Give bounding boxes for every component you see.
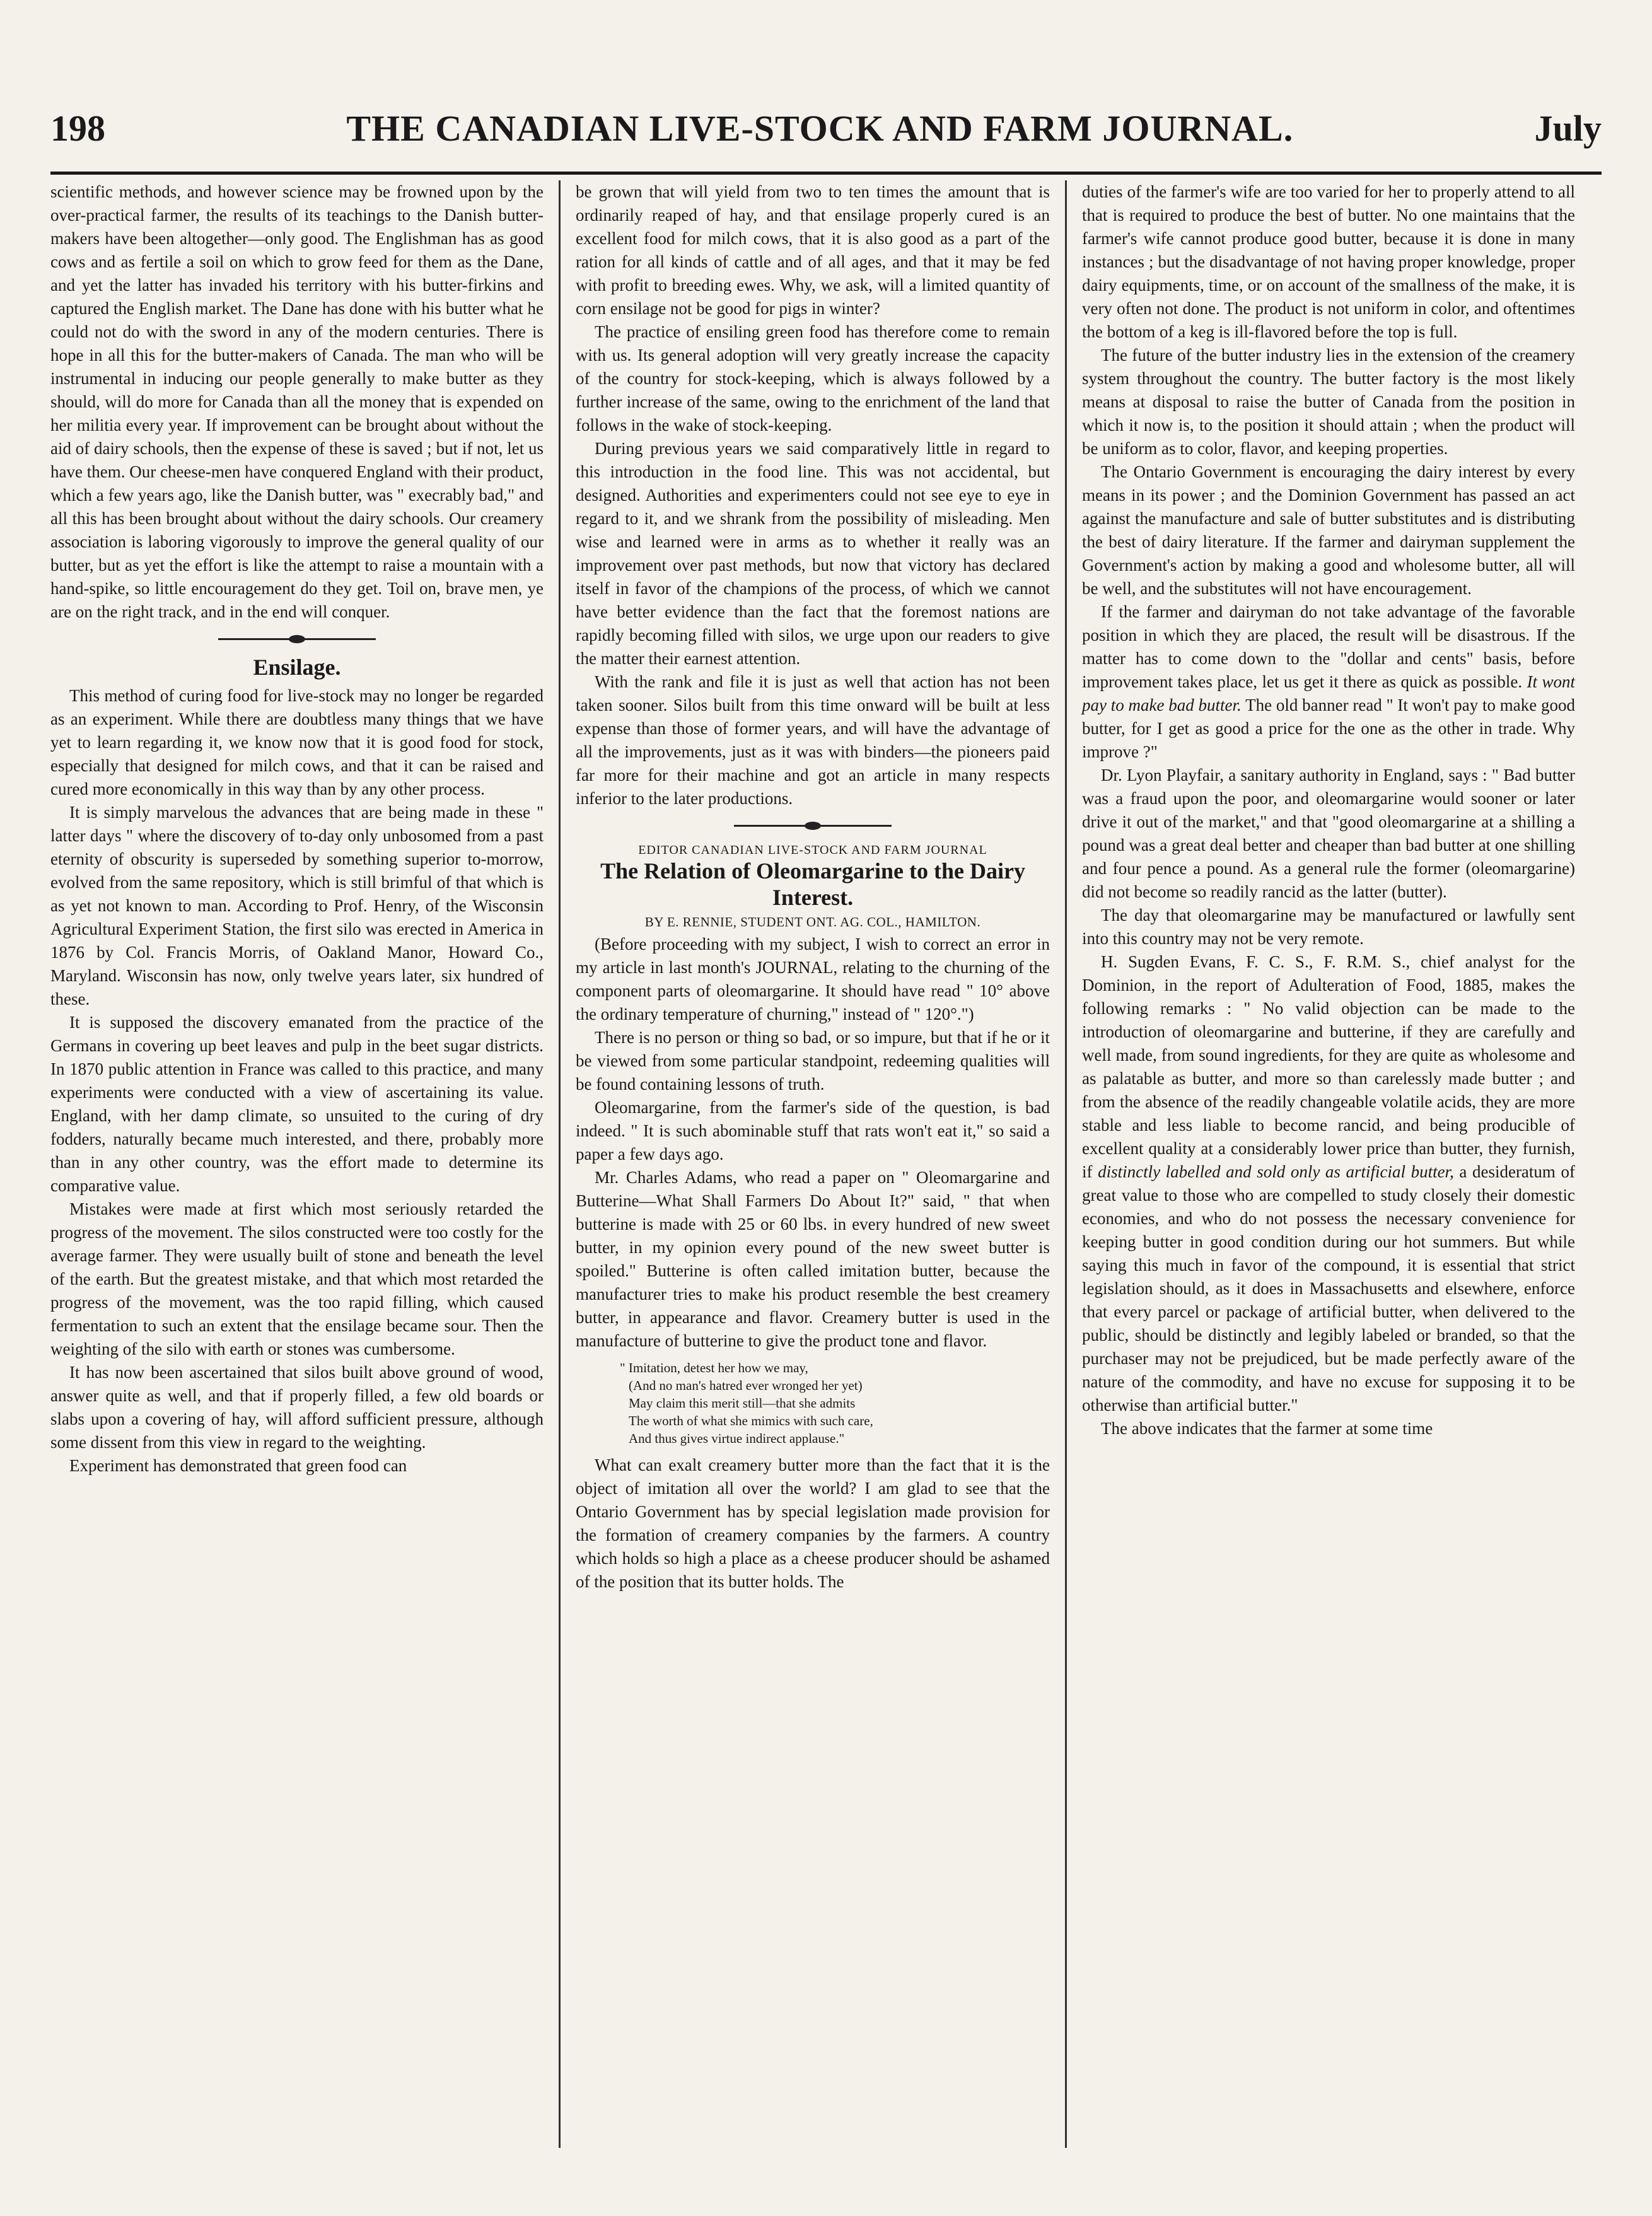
paragraph: During previous years we said comparatively little in regard to this introduction in the food line. This was not accidental, but designed. Authorities and experimenters could not see eye to eye in regard to it, and we shrank from the possibility of misleading. Men wise and learned were in arms as to whether it really was an improvement over past methods, but now that victory has declared itself in favor of the champions of the process, of which we cannot have better evidence than the fact that the foremost nations are rapidly becoming filled with silos, we urge upon our readers to give the matter their earnest attention. — [576, 439, 1050, 668]
running-head — [50, 107, 1602, 170]
verse-line: The worth of what she mimics with such care, — [629, 1413, 873, 1428]
text-run: If the farmer and dairyman do not take advantage of the favorable position in which they are placed, the result will be disastrous. If the matter has to come down to the "dollar and cents" basis, before improvement takes place, let us get it there as quick as possible. — [1082, 602, 1575, 691]
paragraph: The Ontario Government is encouraging the dairy interest by every means in its power ; and the Dominion Government has passed an act against the manufacture and sale of butter substitutes and is distributing the best of dairy literature. If the farmer and dairyman supplement the Government's action by making a good and wholesome butter, all will be well, and the substitutes will not have encouragement. — [1082, 462, 1575, 598]
text-run: H. Sugden Evans, F. C. S., F. R.M. S., chief analyst for the Dominion, in the report of Adulteration of Food, 1885, makes the following remarks : " No valid objection can be made to the introduction of oleomargarine and butterine, if they are carefully and well made, from sound ingredients, for they are quite as wholesome and as palatable as butter, and more so than carelessly made butter ; and from the absence of the readily changeable volatile acids, they are more stable and less liable to become rancid, and being producible of excellent quality at a considerably lower price than butter, they furnish, if — [1082, 952, 1575, 1181]
journal-title: THE CANADIAN LIVE-STOCK AND FARM JOURNAL. — [346, 108, 1294, 149]
paragraph: (Before proceeding with my subject, I wish to correct an error in my article in last month's JOURNAL, relating to the churning of the component parts of oleomargarine. It should have read " 10° above the ordinary temperature of churning," instead of " 120°.") — [576, 935, 1050, 1023]
italic-text: distinctly labelled and sold only as artificial butter, — [1098, 1162, 1454, 1181]
section-divider — [50, 624, 544, 654]
verse-line: And thus gives virtue indirect applause." — [629, 1431, 845, 1446]
paragraph: Experiment has demonstrated that green food can — [69, 1456, 407, 1475]
section-heading-ensilage: Ensilage. — [253, 655, 341, 680]
article-columns — [50, 180, 1602, 2148]
paragraph: The day that oleomargarine may be manufactured or lawfully sent into this country may not be very remote. — [1082, 906, 1575, 948]
paragraph: This method of curing food for live-stock may no longer be regarded as an experiment. While there are doubtless many things that we have yet to learn regarding it, we know now that it is good food for stock, especially that designed for milch cows, and that it can be raised and cured more economically in this way than by any other process. — [50, 686, 544, 798]
paragraph: With the rank and file it is just as well that action has not been taken sooner. Silos built from this time onward will be built at less expense than those of former years, and will have the advantage of all the improvements, just as it was with binders—the pioneers paid far more for their machine and got an article in many respects inferior to the later productions. — [576, 672, 1050, 808]
article-heading: The Relation of Oleomargarine to the Dairy Interest. — [600, 858, 1025, 910]
verse-quote — [620, 1359, 1050, 1447]
paragraph: It is supposed the discovery emanated from the practice of the Germans in covering up beet leaves and pulp in the beet sugar districts. In 1870 public attention in France was called to this practice, and many experiments were conducted with a view of ascertaining its value. England, with her damp climate, so unsuited to the curing of dry fodders, naturally became much interested, and there, probably more than in any other country, was the effort made to determine its comparative value. — [50, 1013, 544, 1195]
paragraph: The above indicates that the farmer at some time — [1101, 1419, 1433, 1438]
paragraph — [1082, 950, 1575, 1417]
paragraph: Mistakes were made at first which most seriously retarded the progress of the movement. The silos constructed were too costly for the average farmer. They were usually built of stone and beneath the level of the earth. But the greatest mistake, and that which most retarded the progress of the movement, was the too rapid filling, which caused fermentation to such an extent that the ensilage became sour. Then the weighting of the silo with earth or stones was cumbersome. — [50, 1199, 544, 1358]
verse-line: May claim this merit still—that she admits — [629, 1396, 856, 1411]
column-2 — [559, 180, 1067, 2148]
text-run: a desideratum of great value to those who are compelled to study closely their domestic economies, and who do not possess the necessary convenience for keeping butter in good condition during our hot summers. But while saying this much in favor of the compound, it is essential that strict legislation should, as it does in Massachusetts and elsewhere, enforce that every parcel or package of artificial butter, when delivered to the public, should be distinctly and legibly labeled or branded, so that the purchaser may not be prejudiced, but be made perfectly aware of the nature of the commodity, and have no excuse for supposing it to be otherwise than artificial butter." — [1082, 1162, 1575, 1414]
paragraph: The future of the butter industry lies in the extension of the creamery system throughout the country. The butter factory is the most likely means at disposal to raise the butter of Canada from the position in which it now is, to the position it should attain ; when the product will be uniform as to color, flavor, and keeping properties. — [1082, 346, 1575, 458]
paragraph: It has now been ascertained that silos built above ground of wood, answer quite as well, and that if properly filled, a few old boards or slabs upon a covering of hay, will afford sufficient pressure, although some dissent from this view in regard to the weighting. — [50, 1363, 544, 1452]
paragraph: Mr. Charles Adams, who read a paper on " Oleomargarine and Butterine—What Shall Farmers Do About It?" said, " that when butterine is made with 25 or 60 lbs. in every hundred of new sweet butter, in my opinion every pound of the new sweet butter is spoiled." Butterine is often called imitation butter, because the manufacturer tries to make his product resemble the best creamery butter, in appearance and flavor. Creamery butter is used in the manufacture of butterine to give the product tone and flavor. — [576, 1168, 1050, 1350]
verse-line: " Imitation, detest her how we may, — [620, 1360, 808, 1375]
paragraph: It is simply marvelous the advances that are being made in these " latter days " where the discovery of to-day only unbosomed from a past eternity of obscurity is superseded by something superior to-morrow, evolved from the same repository, which is still brimful of that which is as yet not known to man. According to Prof. Henry, of the Wisconsin Agricultural Experiment Station, the first silo was erected in America in 1876 by Col. Francis Morris, of Oakland Manor, Howard Co., Maryland. Wisconsin has now, only twelve years later, six hundred of these. — [50, 803, 544, 1008]
editor-line: EDITOR CANADIAN LIVE-STOCK AND FARM JOURNAL — [638, 843, 987, 857]
paragraph: The practice of ensiling green food has therefore come to remain with us. Its general adoption will very greatly increase the capacity of the country for stock-keeping, which is always followed by a further increase of the same, owing to the enrichment of the land that follows in the wake of stock-keeping. — [576, 322, 1050, 434]
text-run: The old banner read " It won't pay to make good butter, for I get as good a price for the one as the other in trade. Why improve ?" — [1082, 696, 1575, 761]
header-rule — [50, 172, 1602, 175]
byline: BY E. RENNIE, STUDENT ONT. AG. COL., HAMILTON. — [644, 914, 981, 930]
paragraph: duties of the farmer's wife are too varied for her to properly attend to all that is required to produce the best of butter. No one maintains that the farmer's wife cannot produce good butter, because it is done in many instances ; but the disadvantage of not having proper knowledge, proper dairy equipments, time, or on account of the smallness of the make, it is very often not done. The product is not uniform in color, and oftentimes the bottom of a keg is ill-flavored before the top is full. — [1082, 182, 1575, 341]
column-3 — [1067, 180, 1575, 2148]
section-divider — [576, 810, 1050, 841]
paragraph: scientific methods, and however science may be frowned upon by the over-practical farmer, the results of its teachings to the Danish butter-makers have been altogether—only good. The Englishman has as good cows and as fertile a soil on which to grow feed for them as the Dane, and yet the latter has invaded his territory with his butter-firkins and captured the English market. The Dane has done with his butter what he could not do with the sword in any of the modern centuries. There is hope in all this for the butter-makers of Canada. The man who will be instrumental in inducing our people generally to make butter as they should, will do more for Canada than all the money that is expended on her militia every year. If improvement can be brought about without the aid of dairy schools, then the expense of these is saved ; but if not, let us have them. Our cheese-men have conquered England with their product, which a few years ago, like the Danish butter, was " execrably bad," and all this has been brought about without the dairy schools. Our creamery association is laboring vigorously to improve the general quality of our butter, but as yet the effort is like the attempt to raise a mountain with a hand-spike, so little encouragement do they get. Toil on, brave men, ye are on the right track, and in the end will conquer. — [50, 182, 544, 621]
italic-text: It wont pay to make bad butter. — [1082, 672, 1575, 714]
page-number: 198 — [50, 108, 105, 149]
issue-month: July — [1534, 108, 1602, 149]
paragraph — [1082, 600, 1575, 764]
paragraph: Dr. Lyon Playfair, a sanitary authority in England, says : " Bad butter was a fraud upon the poor, and oleomargarine would sooner or later drive it out of the market," and that "good oleomargarine at a shilling a pound was a great deal better and cheaper than bad butter at one shilling and four pence a pound. As a general rule the former (oleomargarine) did not become so readily rancid as the latter (butter). — [1082, 766, 1575, 901]
paragraph: be grown that will yield from two to ten times the amount that is ordinarily reaped of hay, and that ensilage properly cured is an excellent food for milch cows, that it is also good as a part of the ration for all kinds of cattle and of all ages, and that it may be fed with profit to breeding ewes. Why, we ask, will a limited quantity of corn ensilage not be good for pigs in winter? — [576, 182, 1050, 318]
column-1 — [50, 180, 559, 2148]
verse-line: (And no man's hatred ever wronged her yet) — [629, 1378, 863, 1393]
paragraph: What can exalt creamery butter more than the fact that it is the object of imitation all over the world? I am glad to see that the Ontario Government has by special legislation made provision for the formation of creamery companies by the farmers. A country which holds so high a place as a cheese producer should be ashamed of the position that its butter holds. The — [576, 1455, 1050, 1591]
paragraph: Oleomargarine, from the farmer's side of the question, is bad indeed. " It is such abominable stuff that rats won't eat it," so said a paper a few days ago. — [576, 1098, 1050, 1163]
paragraph: There is no person or thing so bad, or so impure, but that if he or it be viewed from some particular standpoint, redeeming qualities will be found containing lessons of truth. — [576, 1028, 1050, 1093]
